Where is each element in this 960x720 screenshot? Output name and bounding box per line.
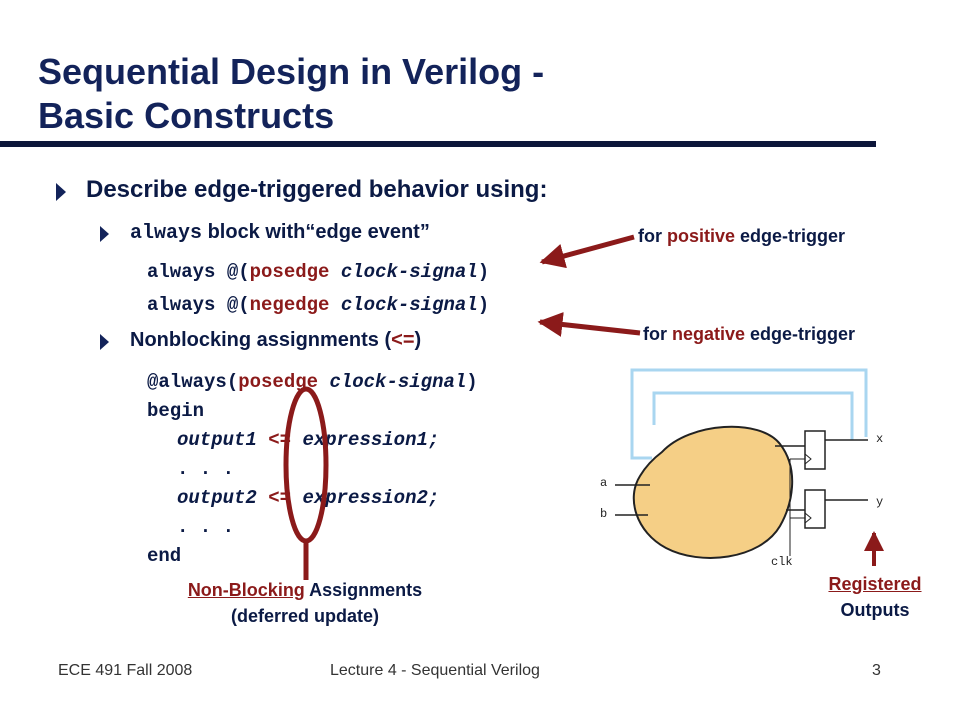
- title-line-1: Sequential Design in Verilog -: [38, 51, 545, 92]
- code-begin: begin: [147, 400, 205, 422]
- code-signal: clock-signal: [340, 294, 478, 316]
- code-kw: always @(: [147, 294, 250, 316]
- code-signal: clock-signal: [340, 261, 478, 283]
- note-text: edge-trigger: [745, 324, 856, 344]
- code-dots-2: . . .: [177, 516, 235, 538]
- code-operator: <=: [268, 429, 292, 451]
- note-highlight: positive: [667, 226, 736, 246]
- clock-label: clk: [771, 555, 793, 569]
- code-edge: negedge: [249, 294, 330, 316]
- code-expression: expression1;: [302, 429, 440, 451]
- code-output: output2: [177, 487, 257, 509]
- caption-nonblocking-line2: (deferred update): [230, 606, 380, 626]
- code-expression: expression2;: [302, 487, 440, 509]
- flip-flop-y: [805, 490, 825, 528]
- register-diagram: [615, 370, 874, 566]
- output-label-x: x: [876, 432, 884, 446]
- code-dots-1: . . .: [177, 458, 235, 480]
- highlight-ellipse: [286, 389, 326, 541]
- code-kw: @always(: [147, 371, 239, 393]
- logic-blob: [634, 427, 792, 558]
- input-label-a: a: [600, 476, 608, 490]
- flip-flop-x: [805, 431, 825, 469]
- nonblocking-close: ): [414, 329, 422, 351]
- nonblocking-operator: <=: [391, 329, 415, 351]
- always-keyword: always: [130, 222, 203, 245]
- input-label-b: b: [600, 507, 608, 521]
- caption-nonblocking-rest: Assignments: [304, 580, 423, 600]
- caption-nonblocking-word: Non-Blocking: [187, 580, 305, 600]
- sub-bullet-always-text: block with“edge event”: [202, 221, 430, 243]
- arrow-positive-icon: [542, 237, 634, 262]
- title-line-2: Basic Constructs: [38, 95, 335, 136]
- note-text: for: [638, 226, 667, 246]
- code-close: ): [466, 371, 478, 393]
- code-kw: always @(: [147, 261, 250, 283]
- footer-course: ECE 491 Fall 2008: [58, 662, 193, 679]
- code-end: end: [147, 545, 182, 567]
- note-highlight: negative: [672, 324, 746, 344]
- code-output: output1: [177, 429, 257, 451]
- arrow-negative-icon: [540, 322, 640, 333]
- caption-registered-line1: Registered: [828, 574, 922, 594]
- code-close: ): [477, 294, 490, 316]
- caption-registered-line2: Outputs: [840, 600, 910, 620]
- footer-page-number: 3: [872, 662, 881, 679]
- code-edge: posedge: [238, 371, 319, 393]
- code-operator: <=: [268, 487, 292, 509]
- note-text: for: [643, 324, 672, 344]
- code-signal: clock-signal: [329, 371, 467, 393]
- note-text: edge-trigger: [735, 226, 846, 246]
- output-label-y: y: [876, 495, 884, 509]
- code-close: ): [477, 261, 490, 283]
- bullet-describe: Describe edge-triggered behavior using:: [86, 176, 548, 203]
- code-edge: posedge: [249, 261, 330, 283]
- footer-lecture: Lecture 4 - Sequential Verilog: [330, 662, 540, 679]
- nonblocking-text: Nonblocking assignments (: [130, 329, 392, 351]
